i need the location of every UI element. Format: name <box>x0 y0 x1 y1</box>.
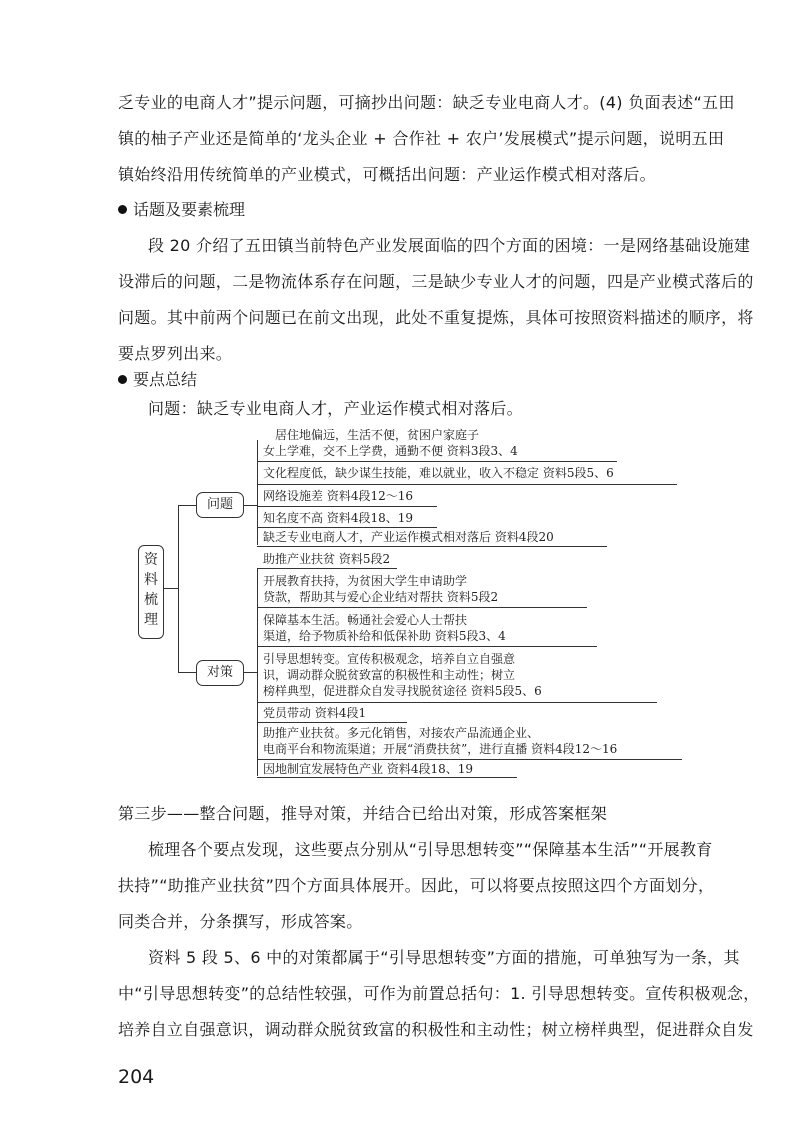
item-underline <box>257 527 437 528</box>
measure-item: 助推产业扶贫 资料5段2 <box>263 552 391 566</box>
problem-item: 女上学难，交不上学费，通勤不便 资料3段3、4 <box>263 444 518 458</box>
measure-item: 渠道，给予物质补给和低保补助 资料5段3、4 <box>263 629 506 643</box>
item-underline <box>257 607 587 608</box>
item-underline <box>257 646 597 647</box>
problem-item: 文化程度低，缺少谋生技能，难以就业，收入不稳定 资料5段5、6 <box>263 466 614 480</box>
measure-item: 识，调动群众脱贫致富的积极性和主动性；树立 <box>263 668 516 682</box>
body-line: 梳理各个要点发现，这些要点分别从“引导思想转变”“保障基本生活”“开展教育 <box>148 840 713 859</box>
item-underline <box>257 759 682 760</box>
item-underline <box>257 546 607 547</box>
body-line: 中“引导思想转变”的总结性较强，可作为前置总括句：1. 引导思想转变。宣传积极观念， <box>118 984 760 1003</box>
connector <box>178 505 196 506</box>
problem-item: 知名度不高 资料4段18、19 <box>263 511 413 525</box>
measure-item: 党员带动 资料4段1 <box>263 706 367 720</box>
problem-item: 网络设施差 资料4段12～16 <box>263 489 413 503</box>
measure-node: 对策 <box>196 660 244 686</box>
summary-line: 问题：缺乏专业电商人才，产业运作模式相对落后。 <box>148 399 523 418</box>
measure-item: 榜样典型，促进群众自发寻找脱贫途径 资料5段5、6 <box>263 684 542 698</box>
body-line: 资料 5 段 5、6 中的对策都属于“引导思想转变”方面的措施，可单独写为一条，其 <box>148 948 740 967</box>
body-line: 要点罗列出来。 <box>118 344 233 363</box>
connector <box>164 588 178 589</box>
body-line: 设滞后的问题，二是物流体系存在问题，三是缺少专业人才的问题，四是产业模式落后的 <box>118 272 754 291</box>
connector <box>257 440 258 545</box>
item-underline <box>257 777 517 778</box>
body-line: 乏专业的电商人才”提示问题，可摘抄出问题：缺乏专业电商人才。(4) 负面表述“五田 <box>118 93 735 112</box>
problem-item: 缺乏专业电商人才，产业运作模式相对落后 资料4段20 <box>263 530 554 544</box>
body-line: 段 20 介绍了五田镇当前特色产业发展面临的四个方面的困境：一是网络基础设施建 <box>148 236 751 255</box>
item-underline <box>257 461 617 462</box>
connector <box>178 672 196 673</box>
measure-item: 电商平台和物流渠道；开展“消费扶贫”，进行直播 资料4段12～16 <box>263 742 618 756</box>
item-underline <box>257 506 437 507</box>
heading-text: 话题及要素梳理 <box>133 200 246 219</box>
problem-node: 问题 <box>196 492 244 518</box>
page-number: 204 <box>118 1066 155 1088</box>
measure-item: 贷款，帮助其与爱心企业结对帮扶 资料5段2 <box>263 590 499 604</box>
problem-item: 居住地偏远，生活不便，贫困户家庭子 <box>275 428 480 442</box>
body-line: 培养自立自强意识，调动群众脱贫致富的积极性和主动性；树立榜样典型，促进群众自发 <box>118 1020 754 1039</box>
body-line: 扶持”“助推产业扶贫”四个方面具体展开。因此，可以将要点按照这四个方面划分， <box>118 876 715 895</box>
connector <box>178 505 179 673</box>
body-line: 问题。其中前两个问题已在前文出现，此处不重复提炼，具体可按照资料描述的顺序，将 <box>118 308 754 327</box>
measure-item: 因地制宜发展特色产业 资料4段18、19 <box>263 762 473 776</box>
measure-item: 引导思想转变。宣传积极观念，培养自立自强意 <box>263 652 516 666</box>
body-line: 同类合并，分条撰写，形成答案。 <box>118 912 363 931</box>
measure-item: 开展教育扶持，为贫困大学生申请助学 <box>263 574 468 588</box>
item-underline <box>257 568 397 569</box>
step-heading: 第三步——整合问题，推导对策，并结合已给出对策，形成答案框架 <box>118 804 608 823</box>
item-underline <box>257 722 407 723</box>
heading-text: 要点总结 <box>133 370 198 389</box>
measure-item: 保障基本生活。畅通社会爱心人士帮扶 <box>263 613 468 627</box>
body-line: 镇的柚子产业还是简单的‘龙头企业 + 合作社 + 农户’发展模式”提示问题，说明五田 <box>118 129 725 148</box>
item-underline <box>257 702 657 703</box>
connector <box>243 672 257 673</box>
root-node: 资料梳理 <box>138 545 164 639</box>
item-underline <box>257 484 677 485</box>
connector <box>243 505 257 506</box>
body-line: 镇始终沿用传统简单的产业模式，可概括出问题：产业运作模式相对落后。 <box>118 165 656 184</box>
connector <box>257 568 258 776</box>
measure-item: 助推产业扶贫。多元化销售，对接农产品流通企业、 <box>263 726 540 740</box>
